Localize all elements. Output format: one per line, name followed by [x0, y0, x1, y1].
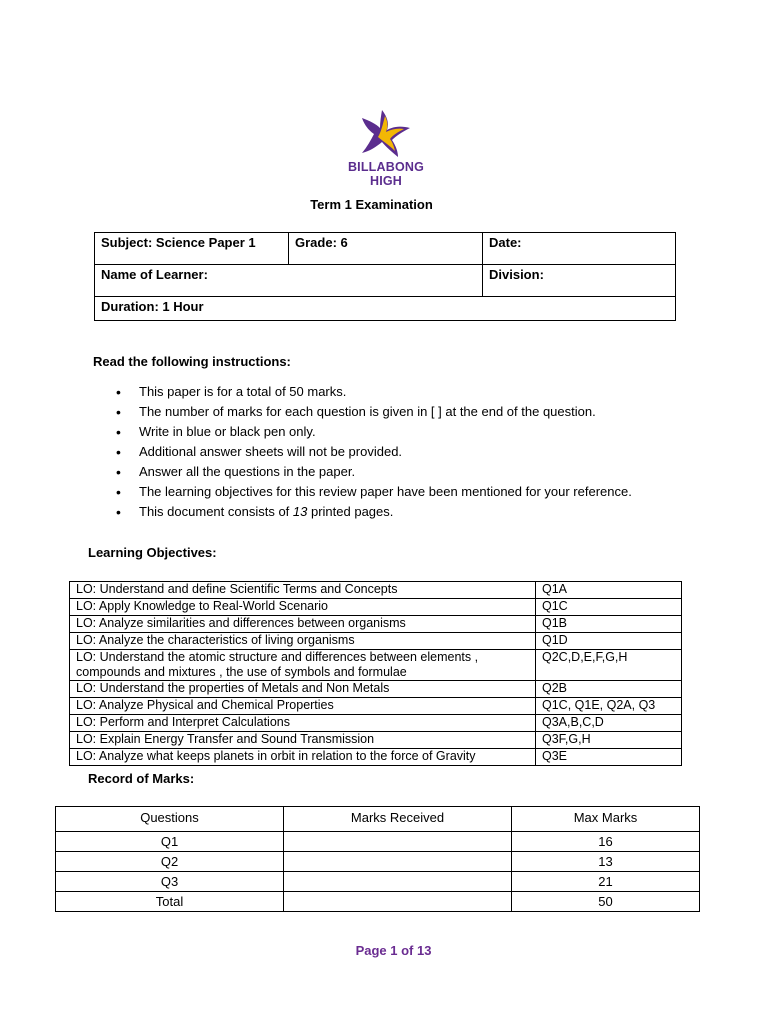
grade-cell: Grade: 6 [289, 233, 483, 265]
objective-cell: LO: Understand and define Scientific Terms and Concepts [70, 582, 536, 599]
school-logo [336, 106, 436, 188]
objective-cell: LO: Apply Knowledge to Real-World Scenario [70, 599, 536, 616]
question-code-cell: Q1C [536, 599, 682, 616]
table-row [70, 681, 682, 698]
table-row [70, 650, 682, 681]
learning-objectives-heading: Learning Objectives: [88, 545, 217, 560]
column-header: Questions [56, 807, 284, 832]
question-cell: Q1 [56, 832, 284, 852]
table-row [70, 715, 682, 732]
table-row [70, 599, 682, 616]
learner-name-cell: Name of Learner: [95, 265, 483, 297]
question-cell: Q3 [56, 872, 284, 892]
subject-cell: Subject: Science Paper 1 [95, 233, 289, 265]
table-row [56, 892, 700, 912]
instructions-list [94, 383, 714, 523]
max-marks-cell: 21 [512, 872, 700, 892]
table-row [56, 832, 700, 852]
instruction-item: • This paper is for a total of 50 marks. [94, 383, 714, 403]
column-header: Max Marks [512, 807, 700, 832]
instructions-heading: Read the following instructions: [93, 354, 291, 369]
table-row [70, 582, 682, 599]
max-marks-cell: 16 [512, 832, 700, 852]
objective-cell: LO: Understand the properties of Metals and Non Metals [70, 681, 536, 698]
question-code-cell: Q1D [536, 633, 682, 650]
instruction-item: • Write in blue or black pen only. [94, 423, 714, 443]
question-code-cell: Q1A [536, 582, 682, 599]
exam-info-table [94, 232, 676, 321]
marks-received-cell [284, 832, 512, 852]
learning-objectives-table [69, 581, 682, 766]
marks-received-cell [284, 892, 512, 912]
division-cell: Division: [483, 265, 676, 297]
table-row [56, 852, 700, 872]
max-marks-cell: 13 [512, 852, 700, 872]
question-cell: Total [56, 892, 284, 912]
marks-received-cell [284, 872, 512, 892]
star-logo-icon [358, 106, 414, 158]
objective-cell: LO: Analyze the characteristics of living organisms [70, 633, 536, 650]
max-marks-cell: 50 [512, 892, 700, 912]
table-header-row [56, 807, 700, 832]
instruction-item: • This document consists of 13 printed pages. [94, 503, 714, 523]
duration-cell: Duration: 1 Hour [95, 297, 676, 321]
question-code-cell: Q2B [536, 681, 682, 698]
instruction-item: • The learning objectives for this review paper have been mentioned for your reference. [94, 483, 714, 503]
objective-cell: LO: Perform and Interpret Calculations [70, 715, 536, 732]
question-cell: Q2 [56, 852, 284, 872]
table-row [70, 732, 682, 749]
objective-cell: LO: Analyze similarities and differences between organisms [70, 616, 536, 633]
objective-cell: LO: Analyze Physical and Chemical Properties [70, 698, 536, 715]
objective-cell: LO: Explain Energy Transfer and Sound Transmission [70, 732, 536, 749]
question-code-cell: Q1B [536, 616, 682, 633]
table-row [70, 749, 682, 766]
record-of-marks-table [55, 806, 700, 912]
column-header: Marks Received [284, 807, 512, 832]
instruction-item: • Additional answer sheets will not be provided. [94, 443, 714, 463]
instruction-item: • Answer all the questions in the paper. [94, 463, 714, 483]
instruction-item: • The number of marks for each question is given in [ ] at the end of the question. [94, 403, 714, 423]
table-row [70, 698, 682, 715]
table-row [56, 872, 700, 892]
table-row [70, 616, 682, 633]
question-code-cell: Q1C, Q1E, Q2A, Q3 [536, 698, 682, 715]
record-of-marks-heading: Record of Marks: [88, 771, 195, 786]
date-cell: Date: [483, 233, 676, 265]
question-code-cell: Q3F,G,H [536, 732, 682, 749]
table-row [70, 633, 682, 650]
page-number: Page 1 of 13 [355, 943, 432, 958]
question-code-cell: Q3A,B,C,D [536, 715, 682, 732]
question-code-cell: Q3E [536, 749, 682, 766]
logo-wordmark: BILLABONG HIGH [347, 160, 425, 188]
question-code-cell: Q2C,D,E,F,G,H [536, 650, 682, 681]
objective-cell: LO: Analyze what keeps planets in orbit in relation to the force of Gravity [70, 749, 536, 766]
objective-cell: LO: Understand the atomic structure and differences between elements , compounds and mixtures , the use of symbols and formulae [70, 650, 536, 681]
marks-received-cell [284, 852, 512, 872]
exam-title: Term 1 Examination [310, 197, 433, 212]
